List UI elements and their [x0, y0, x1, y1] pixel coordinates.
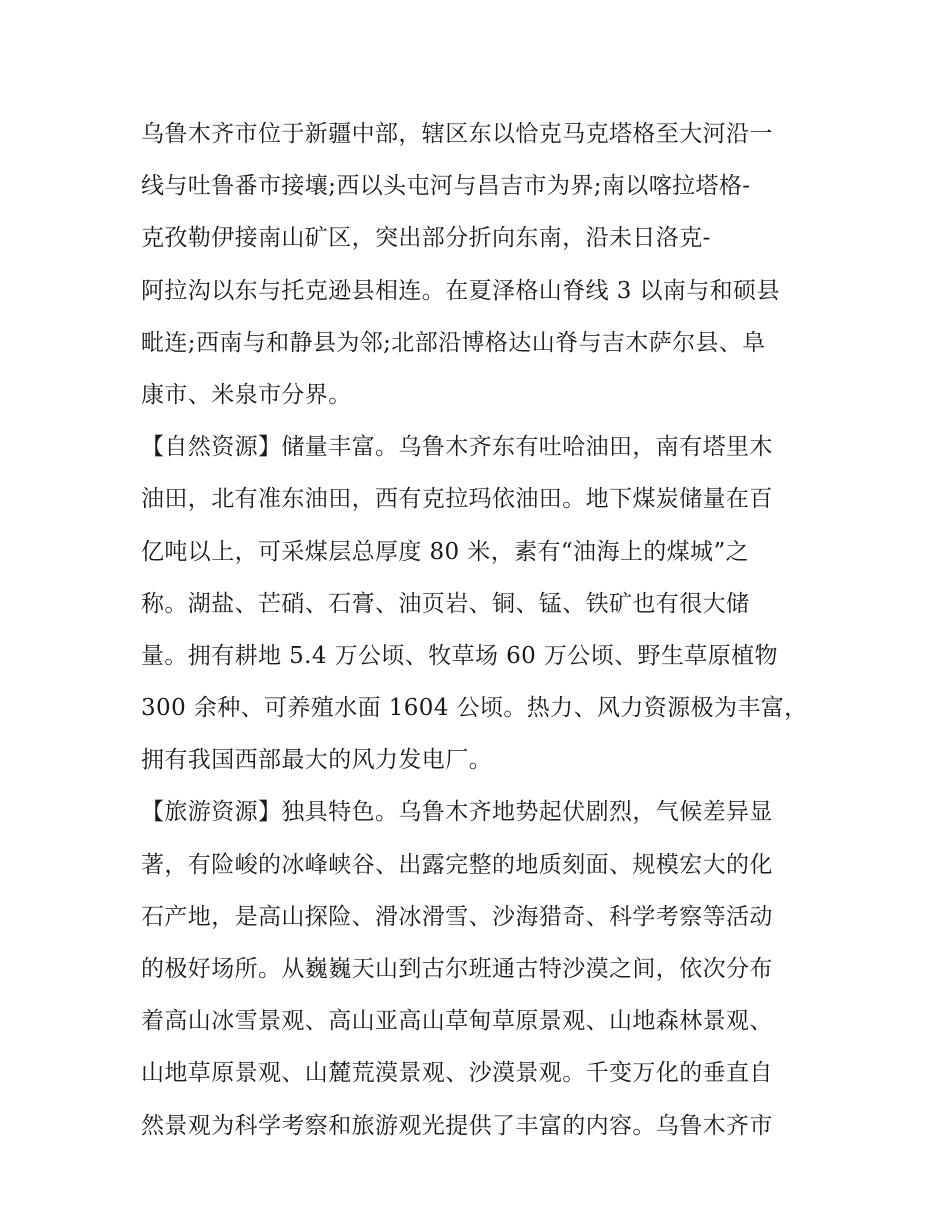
- text-line: 毗连;西南与和静县为邻;北部沿博格达山脊与吉木萨尔县、阜: [141, 329, 766, 356]
- text-line: 山地草原景观、山麓荒漠景观、沙漠景观。千变万化的垂直自: [141, 1060, 773, 1087]
- text-line: 称。湖盐、芒硝、石膏、油页岩、铜、锰、铁矿也有很大储: [141, 590, 750, 617]
- text-line: 然景观为科学考察和旅游观光提供了丰富的内容。乌鲁木齐市: [141, 1112, 773, 1139]
- text-line: 著，有险峻的冰峰峡谷、出露完整的地质刻面、规模宏大的化: [141, 851, 773, 878]
- text-line: 拥有我国西部最大的风力发电厂。: [141, 747, 492, 774]
- text-line: 线与吐鲁番市接壤;西以头屯河与昌吉市为界;南以喀拉塔格-: [141, 173, 751, 200]
- text-line: 量。拥有耕地 5.4 万公顷、牧草场 60 万公顷、野生草原植物: [141, 642, 778, 669]
- text-line: 【自然资源】储量丰富。乌鲁木齐东有吐哈油田，南有塔里木: [141, 434, 773, 461]
- text-line: 阿拉沟以东与托克逊县相连。在夏泽格山脊线 3 以南与和硕县: [141, 277, 780, 304]
- text-line: 【旅游资源】独具特色。乌鲁木齐地势起伏剧烈，气候差异显: [141, 799, 773, 826]
- text-line: 300 余种、可养殖水面 1604 公顷。热力、风力资源极为丰富，: [141, 695, 808, 722]
- text-line: 克孜勒伊接南山矿区，突出部分折向东南，沿未日洛克-: [141, 225, 711, 252]
- text-line: 康市、米泉市分界。: [141, 381, 352, 408]
- text-line: 着高山冰雪景观、高山亚高山草甸草原景观、山地森林景观、: [141, 1008, 773, 1035]
- text-line: 亿吨以上，可采煤层总厚度 80 米，素有“油海上的煤城”之: [141, 538, 750, 565]
- text-line: 的极好场所。从巍巍天山到古尔班通古特沙漠之间，依次分布: [141, 956, 773, 982]
- text-line: 石产地，是高山探险、滑冰滑雪、沙海猎奇、科学考察等活动: [141, 903, 773, 930]
- text-line: 油田，北有准东油田，西有克拉玛依油田。地下煤炭储量在百: [141, 486, 773, 513]
- body-text: [141, 108, 831, 1152]
- text-line: 乌鲁木齐市位于新疆中部，辖区东以恰克马克塔格至大河沿一: [141, 121, 773, 147]
